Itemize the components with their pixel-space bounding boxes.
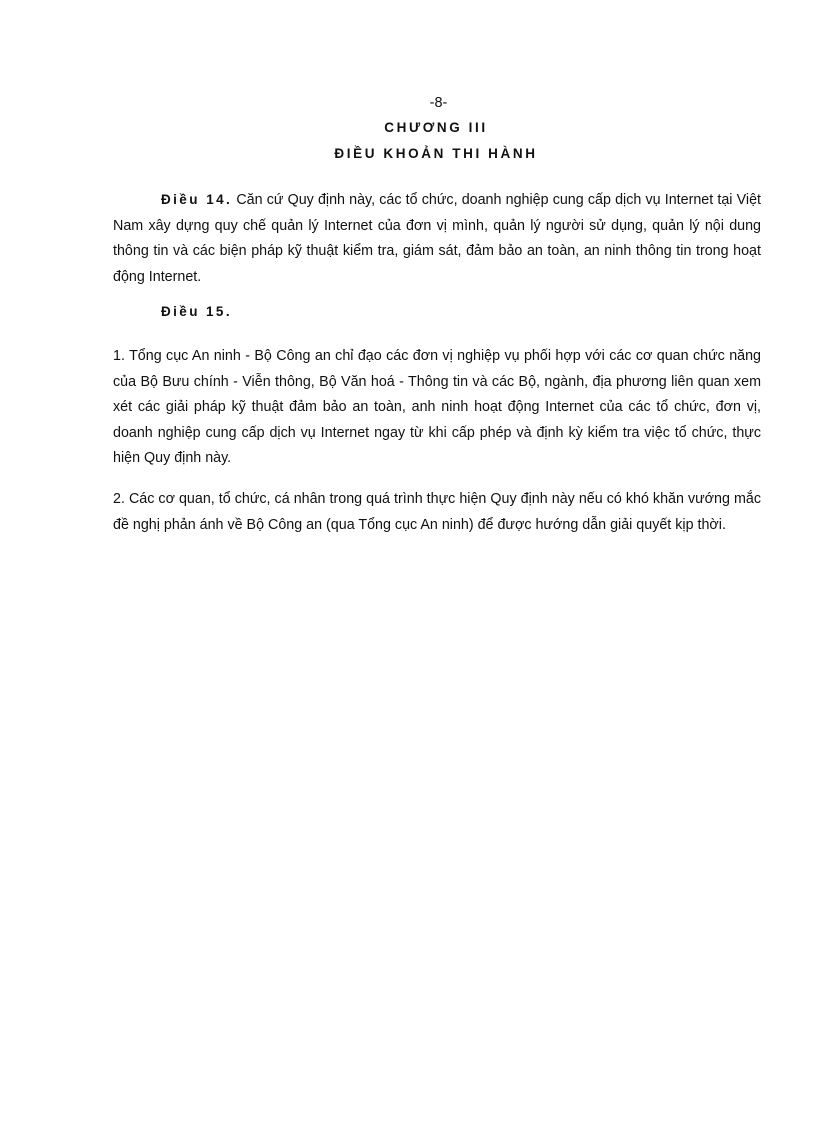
article-14-heading: Điều 14. [161,192,233,207]
page-number: -8- [429,95,448,111]
article-14-text: Căn cứ Quy định này, các tổ chức, doanh nghiệp cung cấp dịch vụ Internet tại Việt Nam xây dựng quy chế quản lý Internet của đơn vị mình, quản lý người sử dụng, quản lý nội dung thông tin và các biện pháp kỹ thuật kiểm tra, giám sát, đảm bảo an toàn, an ninh thông tin trong hoạt động Internet. [113,192,761,285]
article-14 [113,187,761,290]
article-15-clause-2: 2. Các cơ quan, tổ chức, cá nhân trong quá trình thực hiện Quy định này nếu có khó khăn vướng mắc đề nghị phản ánh về Bộ Công an (qua Tổng cục An ninh) để được hướng dẫn giải quyết kịp thời. [113,491,761,533]
article-15-clause-1: 1. Tổng cục An ninh - Bộ Công an chỉ đạo các đơn vị nghiệp vụ phối hợp với các cơ quan chức năng của Bộ Bưu chính - Viễn thông, Bộ Văn hoá - Thông tin và các Bộ, ngành, địa phương liên quan xem xét các giải pháp kỹ thuật đảm bảo an toàn, anh ninh hoạt động Internet của các tổ chức, đơn vị, doanh nghiệp cung cấp dịch vụ Internet ngay từ khi cấp phép và định kỳ kiểm tra việc tổ chức, thực hiện Quy định này. [113,348,761,466]
article-15-heading: Điều 15. [161,304,232,319]
chapter-subtitle: ĐIỀU KHOẢN THI HÀNH [334,146,538,161]
chapter-title: CHƯƠNG III [384,120,488,135]
